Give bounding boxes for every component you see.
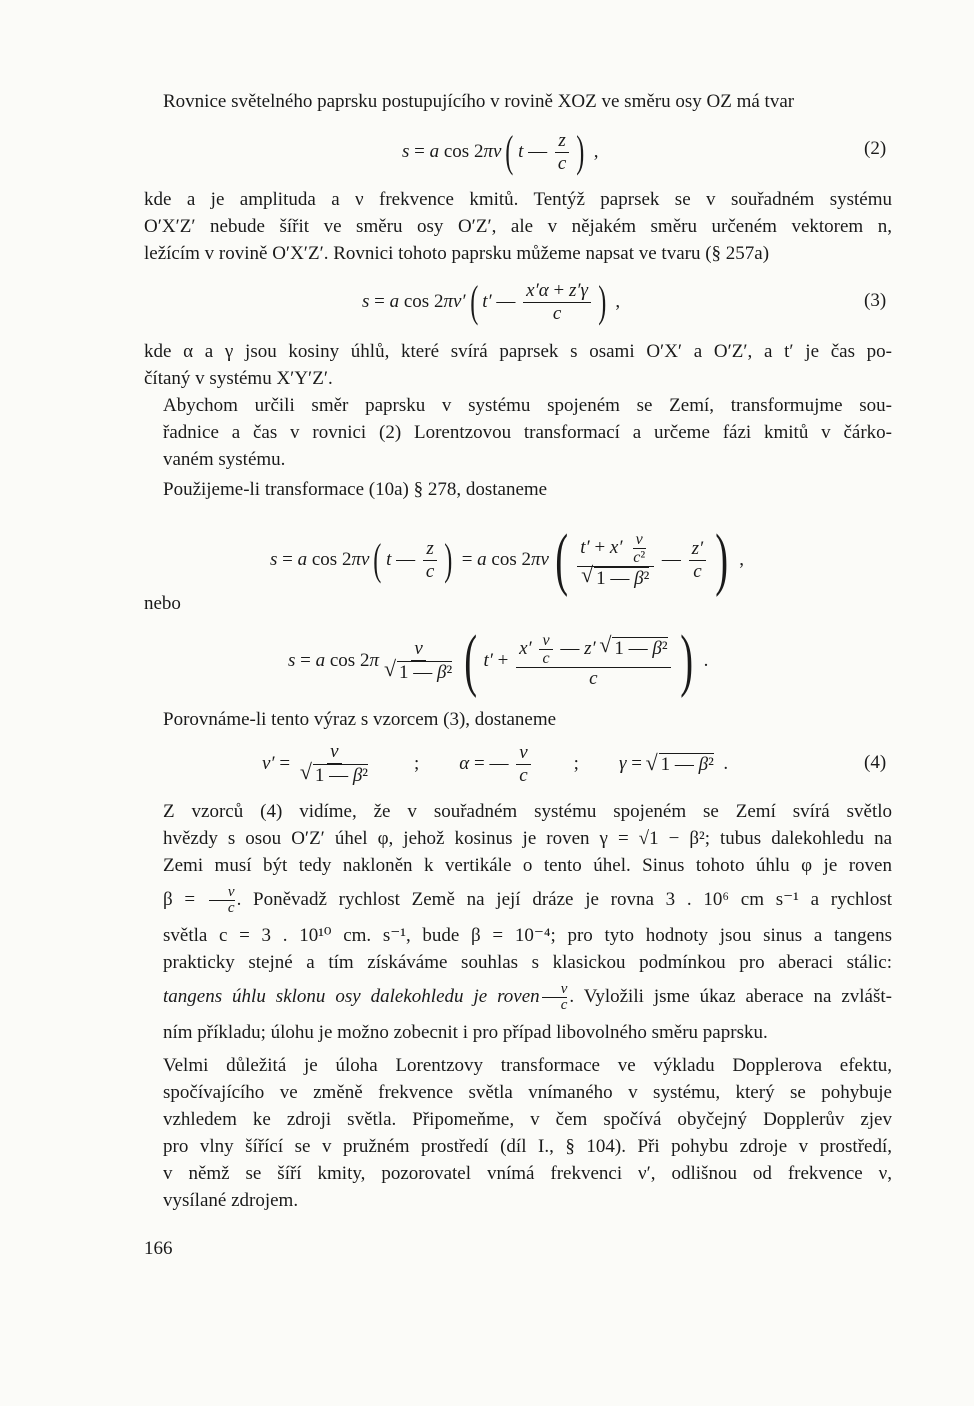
text-line: spočívajícího ve změně frekvence světla vnímaného v systému, který se pohybuje [163, 1082, 892, 1103]
text-line: vysílané zdrojem. [163, 1190, 299, 1211]
text-line: hvězdy s osou O′Z′ úhel φ, jehož kosinus je roven γ = √1 − β²; tubus dalekohledu na [163, 828, 892, 849]
text-line: vzhledem ke zdroji světla. Připomeňme, v čem spočívá obyčejný Dopplerův zjev [163, 1109, 892, 1130]
text-line: kde a je amplituda a ν frekvence kmitů. Tentýž paprsek se v souřadném systému [144, 189, 892, 210]
equation-body: s = a cos 2 πν ( t — $\frac{z}{c}$ ) = a cos 2 πν ( t′ + x′ $\frac{v}{\text{c²}}$ √ 1 — β² — $\frac{z'}{c}$ ) , [270, 510, 744, 610]
text-line: ním příkladu; úlohu je možno zobecnit i pro případ libovolného směru paprsku. [163, 1022, 768, 1043]
text-line: řadnice a čas v rovnici (2) Lorentzovou transformací a určeme fázi kmitů v čárko- [163, 422, 892, 443]
equation-body: s = a cos 2 πν ( t — $\frac{z}{c}$ ) , [402, 127, 599, 176]
text-line: ležícím v rovině O′X′Z′. Rovnici tohoto paprsku můžeme napsat ve tvaru (§ 257a) [144, 243, 770, 264]
paragraph-transform [144, 392, 892, 473]
text-line: Abychom určili směr paprsku v systému spojeném se Zemí, transformujme sou- [163, 395, 892, 416]
text-line: O′X′Z′ nebude šířit ve směru osy O′Z′, ale v nějakém směru určeném vektorem n, [144, 216, 892, 237]
paragraph-intro [144, 88, 892, 115]
text-line: čítaný v systému X′Y′Z′. [144, 368, 333, 389]
text-line: Použijeme-li transformace (10a) § 278, dostaneme [163, 479, 548, 500]
paragraph-compare [144, 706, 892, 733]
equation-2 [0, 122, 974, 182]
text-line: kde α a γ jsou kosiny úhlů, které svírá paprsek s osami O′X′ a O′Z′, a t′ je čas po- [144, 341, 892, 362]
text-line: Velmi důležitá je úloha Lorentzovy transformace ve výkladu Dopplerova efektu, [163, 1055, 892, 1076]
text-line: pro vlny šířící se v pružném prostředí (díl I., § 104). Při pohybu zdroje v prostředí, [163, 1136, 892, 1157]
paragraph-cosines [144, 338, 892, 392]
equation-number: (3) [864, 290, 887, 311]
equation-body: s = a cos 2 πν′ ( t′ — $\frac{x'\alpha + z'\gamma}{c}$ ) , [362, 277, 621, 326]
equation-3 [0, 272, 974, 332]
word-nebo: nebo [144, 593, 181, 614]
text-line: Zemi musí být tedy nakloněn k vertikále o tento úhel. Sinus tohoto úhlu φ je roven [163, 855, 892, 876]
text-line: β = $\frac{v}{c}$ . Poněvadž rychlost Země na její dráze je rovna 3 . 10⁶ cm s⁻¹ a rychlost [163, 884, 893, 916]
text-line: Z vzorců (4) vidíme, že v souřadném systému spojeném se Zemí svírá světlo [163, 801, 892, 822]
paragraph-doppler [144, 1052, 892, 1214]
text-line: v němž se šíří kmity, pozorovatel vnímá frekvenci ν′, odlišnou od frekvence ν, [163, 1163, 892, 1184]
equation-number: (4) [864, 752, 887, 773]
text-line: vaném systému. [163, 449, 286, 470]
equation-body: s = a cos 2 π ν √ 1 — β² ( t′ + x′ $\frac{v}{c}$ — z′ √ 1 — β² c ) . [288, 616, 708, 706]
equation-body: ν′ = ν √ 1 — β² ; α = — $\frac{v}{c}$ ; γ = √ 1 — β² . [262, 734, 728, 794]
text-line: Rovnice světelného paprsku postupujícího v rovině XOZ ve směru osy OZ má tvar [163, 91, 795, 112]
equation-transform-b [0, 616, 974, 706]
text-line: prakticky stejné a tím získáváme souhlas s klasickou podmínkou pro aberaci stálic: [163, 952, 892, 973]
text-line: Porovnáme-li tento výraz s vzorcem (3), dostaneme [163, 709, 557, 730]
paragraph-aberration [144, 798, 892, 1046]
text-line: světla c = 3 . 10¹⁰ cm. s⁻¹, bude β = 10⁻⁴; pro tyto hodnoty jsou sinus a tangens [163, 925, 892, 946]
paragraph-use [144, 476, 892, 503]
text-line: tangens úhlu sklonu osy dalekohledu je roven $\frac{v}{c}$ . Vyložili jsme úkaz aberace na zvlášt- [163, 981, 892, 1013]
paragraph-definition [144, 186, 892, 267]
equation-number: (2) [864, 138, 887, 159]
equation-4 [0, 734, 974, 794]
page-number: 166 [144, 1238, 173, 1259]
